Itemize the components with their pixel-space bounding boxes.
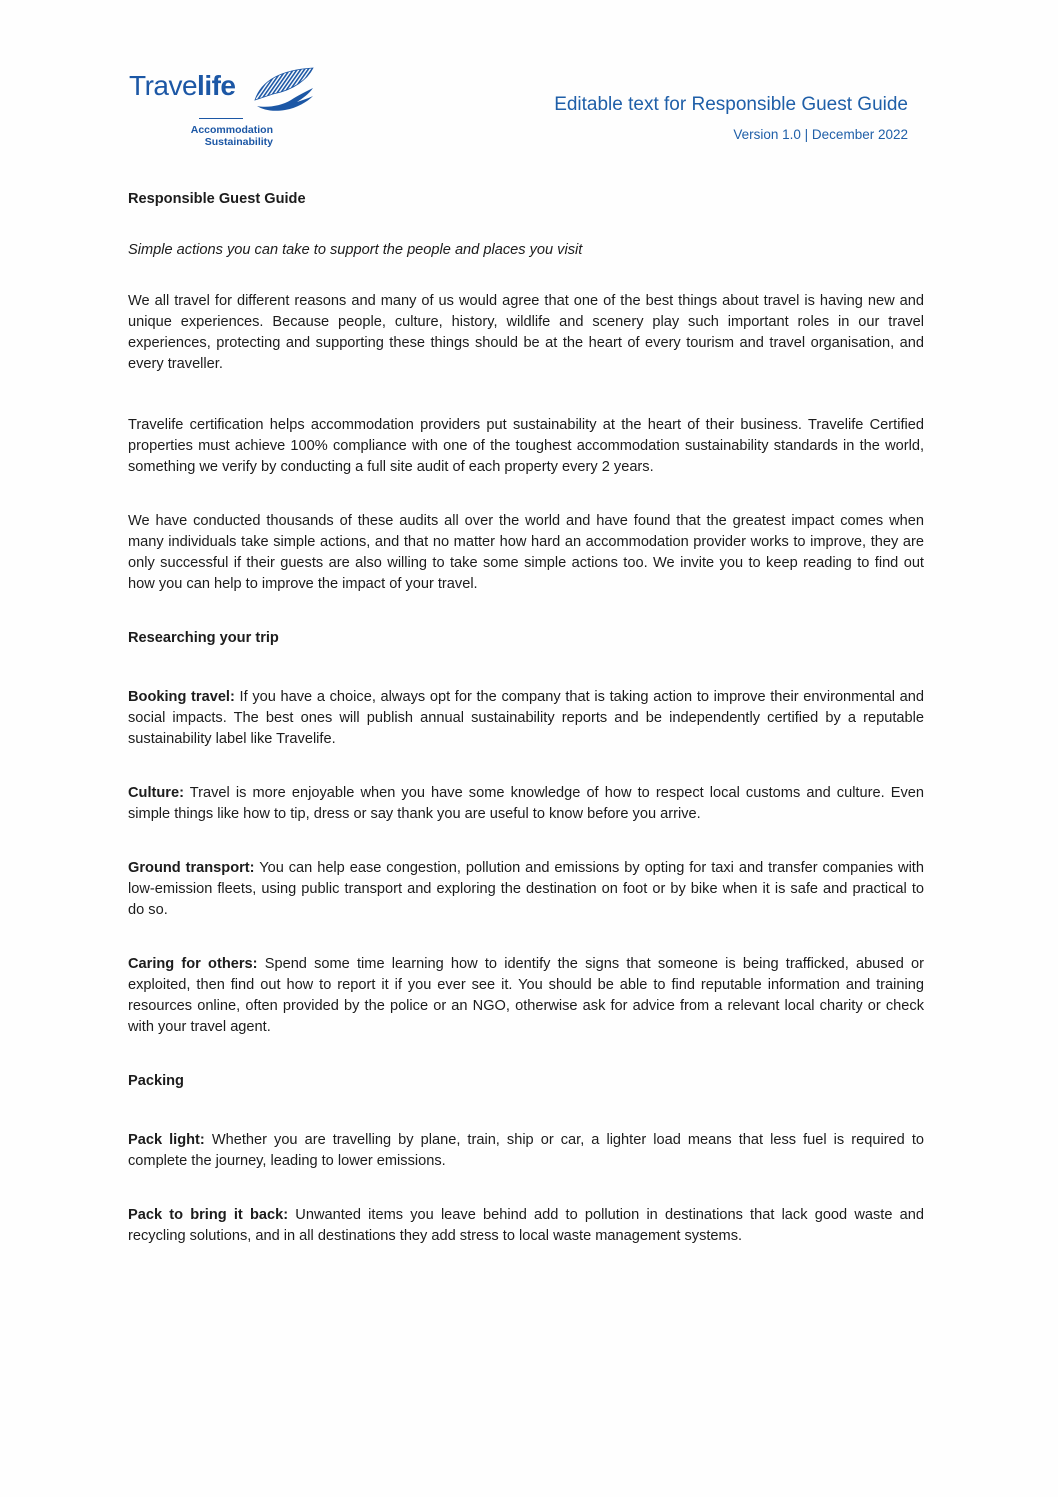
logo-wordmark-light: Trave xyxy=(129,70,198,101)
travelife-logo xyxy=(129,66,329,156)
section-heading-packing: Packing xyxy=(128,1073,184,1089)
intro-paragraph: We have conducted thousands of these audits all over the world and have found that the greatest impact comes when many individuals take simple actions, and that no matter how hard an accommodation provider works to improve, they are only successful if their guests are also willing to take some simple actions too. We invite you to keep reading to find out how you can help to improve the impact of your travel. xyxy=(128,513,924,592)
tip-lead: Booking travel: xyxy=(128,689,235,705)
tip-text: Spend some time learning how to identify the signs that someone is being trafficked, abused or exploited, then find out how to report it if you ever see it. You should be able to find reputable information and training resources online, often provided by the police or an NGO, otherwise ask for advice from a relevant local charity or check with your travel agent. xyxy=(128,956,924,1035)
tip-lead: Ground transport: xyxy=(128,860,255,876)
section-heading-researching: Researching your trip xyxy=(128,630,279,646)
intro-paragraph: Travelife certification helps accommodation providers put sustainability at the heart of their business. Travelife Certified properties must achieve 100% compliance with one of the toughest accommodation sustainability standards in the world, something we verify by conducting a full site audit of each property every 2 years. xyxy=(128,417,924,475)
tip-pack-light xyxy=(128,1130,924,1172)
tip-ground-transport xyxy=(128,858,924,921)
tip-text: Travel is more enjoyable when you have some knowledge of how to respect local customs and culture. Even simple things like how to tip, dress or say thank you are useful to know before you arrive. xyxy=(128,785,924,822)
logo-subtitle-line1: Accommodation xyxy=(190,124,273,136)
leaf-hand-icon xyxy=(251,66,315,112)
logo-wordmark xyxy=(129,72,236,100)
document-header-title: Editable text for Responsible Guest Guide xyxy=(554,94,908,115)
document-title: Responsible Guest Guide xyxy=(128,191,306,207)
tip-lead: Culture: xyxy=(128,785,184,801)
tip-lead: Caring for others: xyxy=(128,956,258,972)
tip-text: Whether you are travelling by plane, train, ship or car, a lighter load means that less fuel is required to complete the journey, leading to lower emissions. xyxy=(128,1132,924,1169)
logo-subtitle-line2: Sustainability xyxy=(204,136,273,148)
document-version: Version 1.0 | December 2022 xyxy=(733,127,908,142)
logo-wordmark-bold: life xyxy=(197,70,236,101)
document-subtitle: Simple actions you can take to support the people and places you visit xyxy=(128,242,583,258)
tip-culture xyxy=(128,783,924,825)
tip-text: If you have a choice, always opt for the company that is taking action to improve their environmental and social impacts. The best ones will publish annual sustainability reports and be independently certified by a reputable sustainability label like Travelife. xyxy=(128,689,925,747)
tip-pack-to-bring-it-back xyxy=(128,1205,924,1247)
tip-text: You can help ease congestion, pollution and emissions by opting for taxi and transfer companies with low-emission fleets, using public transport and exploring the destination on foot or by bike when it is safe and practical to do so. xyxy=(128,860,924,918)
tip-text: Unwanted items you leave behind add to pollution in destinations that lack good waste and recycling solutions, and in all destinations they add stress to local waste management systems. xyxy=(128,1207,924,1244)
logo-subtitle xyxy=(153,124,273,148)
tip-lead: Pack light: xyxy=(128,1132,205,1148)
document-body xyxy=(128,189,924,1247)
logo-divider xyxy=(199,118,243,119)
tip-caring-for-others xyxy=(128,954,924,1038)
tip-lead: Pack to bring it back: xyxy=(128,1207,289,1223)
intro-paragraph: We all travel for different reasons and many of us would agree that one of the best things about travel is having new and unique experiences. Because people, culture, history, wildlife and scenery play such important roles in our travel experiences, protecting and supporting these things should be at the heart of every tourism and travel organisation, and every traveller. xyxy=(128,293,924,372)
tip-booking-travel xyxy=(128,687,924,750)
